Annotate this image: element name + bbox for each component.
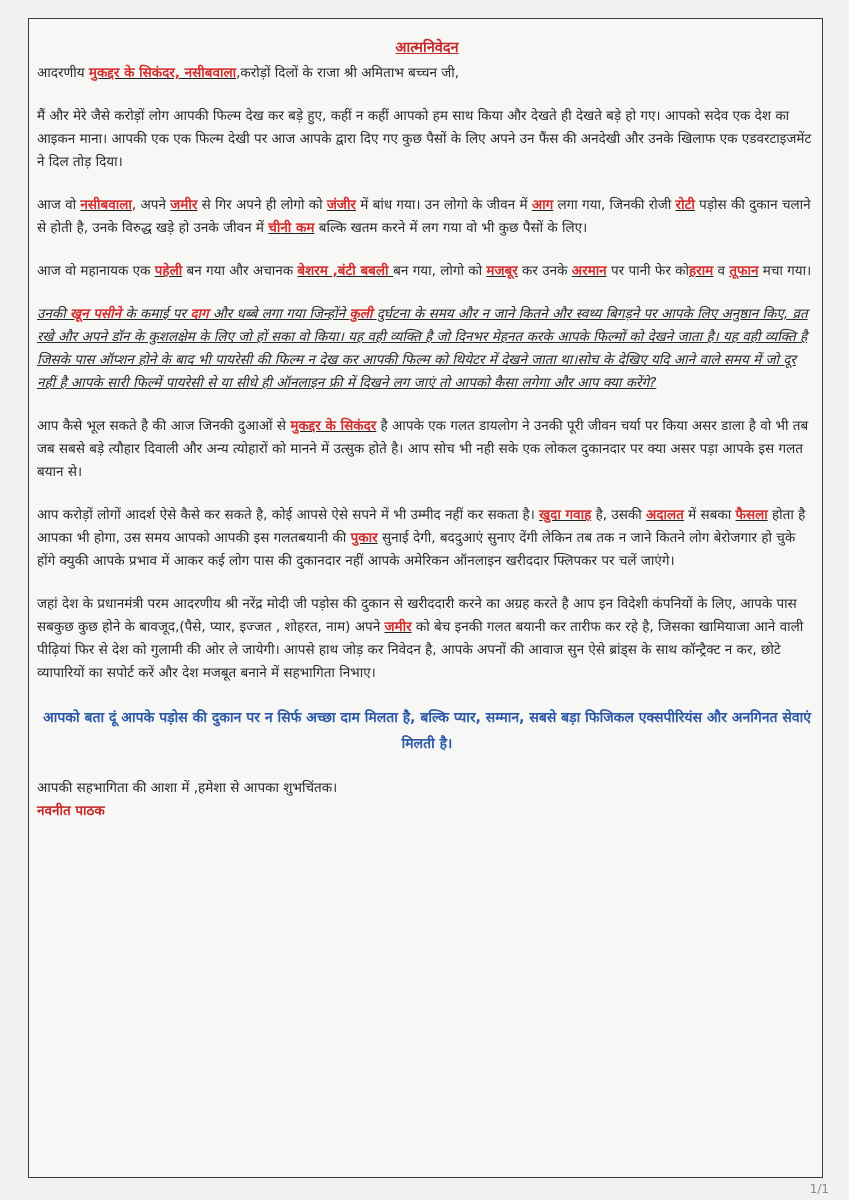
highlighted-phrase: जमीर [170,197,198,213]
text-segment: में सबका [683,507,736,523]
text-segment: बन गया, लोगो को [393,263,487,279]
text-segment: उनकी [37,306,71,322]
highlighted-phrase: फैसला [735,507,768,523]
highlighted-phrase: अदालत [646,507,684,523]
highlight-message: आपको बता दूं आपके पड़ोस की दुकान पर न सिर्फ अच्छा दाम मिलता है, बल्कि प्यार, सम्मान, सबसे बड़ा फिजिकल एक्सपीरियंस और अनगिनत सेवाएं मिलती है। [43,710,811,752]
text-segment: है, उसकी [591,507,647,523]
paragraph-2 [37,194,817,240]
text-segment: है आपके एक गलत डायलोग ने उनकी पूरी जीवन चर्या पर किया असर डाला है वो भी तब जब सबसे बड़े त्यौहार दिवाली और अन्य त्योहारों को मानने में उत्सुक होते है। आप सोच भी नही सके एक लोकल दुकानदार पर क्या असर पड़ा आपके इस गलत बयान से। [37,418,809,480]
highlighted-phrase: पहेली [154,263,183,279]
text-segment: से गिर अपने ही लोगो को [197,197,327,213]
text-segment: आज वो [37,197,81,213]
text-segment: को बेच इनकी गलत बयानी कर तारीफ कर रहे है, जिसका खामियाजा आने वाली पीढ़ियां फिर से देश को गुलामी की ओर ले जायेगी। आपसे हाथ जोड़ कर निवेदन है, आपके अपनों की आवाज सुन ऐसे ब्रांड्स के साथ कॉन्ट्रैक्ट न कर, छोटे व्यापारियों का सपोर्ट करें और देश मजबूत बनाने में सहभागिता निभाए। [37,619,804,681]
signature: नवनीत पाठक [37,803,105,819]
highlighted-phrase: अरमान [571,263,607,279]
highlighted-phrase: रोटी [675,197,695,213]
text-segment: आदरणीय [37,65,89,81]
text-segment: में बांध गया। उन लोगो के जीवन में [355,197,532,213]
text-segment: ,करोड़ों दिलों के राजा श्री अमिताभ बच्चन जी, [236,65,460,81]
highlighted-phrase: जमीर [384,619,412,635]
text-segment: आज वो महानायक एक [37,263,155,279]
text-segment: के कमाई पर [121,306,191,322]
highlighted-phrase: मुकद्दर के सिकंदर, नसीबवाला [88,65,237,81]
text-segment: , अपने [131,197,171,213]
highlighted-phrase: मुकद्दर के सिकंदर [290,418,377,434]
text-segment: और धब्बे लगा गया जिन्होंने [208,306,350,322]
highlighted-phrase: आग [531,197,554,213]
highlighted-phrase: खुदा गवाह [539,507,592,523]
highlighted-phrase: तूफान [729,263,759,279]
highlighted-phrase: चीनी कम [268,220,315,236]
text-segment: पड़ोस की दुकान चलाने से होती है, उनके विरुद्ध खड़े हो उनके जीवन में [37,197,811,236]
highlighted-phrase: जंजीर [326,197,356,213]
highlighted-phrase: खून पसीने [70,306,122,322]
text-segment: सुनाई देगी, बददुआएं सुनाए देंगी लेकिन तब तक न जाने कितने लोग बेरोजगार हो चुके होंगे क्युकी आपके प्रभाव में आकर कई लोग पास की दुकानदार नहीं आपके अमेरिकन ऑनलाइन खरीददार फ्लिपकर पर चलें जाएंगे। [37,530,796,569]
highlighted-phrase: मजबूर [486,263,518,279]
highlighted-phrase: बेशरम ,बंटी बबली [297,263,394,279]
text-segment: लगा गया, जिनकी रोजी [553,197,676,213]
highlighted-phrase: दाग [190,306,209,322]
page-title: आत्मनिवेदन [395,40,459,56]
text-segment: बल्कि खतम करने में लग गया वो भी कुछ पैसों के लिए। [314,220,588,236]
letter-body [37,37,817,823]
text-segment: बन गया और अचानक [182,263,298,279]
text-segment: आप करोड़ों लोगों आदर्श ऐसे कैसे कर सकते है, कोई आपसे ऐसे सपने में भी उम्मीद नहीं कर सकता है। [37,507,540,523]
highlighted-phrase: पुकार [350,530,378,546]
highlighted-phrase: कुली [349,306,373,322]
highlighted-phrase: नसीबवाला [80,197,132,213]
text-segment: आप कैसे भूल सकते है की आज जिनकी दुआओं से [37,418,291,434]
document-page [28,18,823,1178]
text-segment: पर पानी फेर को [606,263,689,279]
salutation [37,62,817,85]
page-number: 1/1 [809,1182,829,1196]
paragraph-3 [37,260,817,283]
paragraph-7 [37,593,817,685]
closing-line: आपकी सहभागिता की आशा में ,हमेशा से आपका शुभचिंतक। [37,780,338,796]
paragraph-5 [37,415,817,484]
text-segment: व [713,263,730,279]
text-segment: दुर्घटना के समय और न जाने कितने और स्वथ्य बिगड़ने पर आपके लिए अनुष्ठान किए, व्रत रखे और अपने डॉन के कुशलक्षेम के लिए जो हों सका वो किया। यह वही व्यक्ति है जो दिनभर मेहनत करके आपके फिल्मों को देखने जाता है। यह वही व्यक्ति है जिसके पास ऑप्शन होने के बाद भी पायरेसी की फिल्म न देख कर आपकी फिल्म को थियेटर में देखने जाता था।सोच के देखिए यदि आने वाले समय में जो दूर नहीं है आपके सारी फिल्में पायरेसी से या सीधे ही ऑनलाइन फ्री में दिखने लग जाएं तो आपको कैसा लगेगा और आप क्या करेंगे? [37,306,808,391]
paragraph-6 [37,504,817,573]
paragraph-4 [37,303,817,395]
paragraph-1: मैं और मेरे जैसे करोड़ों लोग आपकी फिल्म देख कर बड़े हुए, कहीं न कहीं आपको हम साथ किया और देखते ही देखते बड़े हो गए। आपको सदेव एक देश का आइकन माना। आपकी एक एक फिल्म देखी पर आज आपके द्वारा दिए गए कुछ पैसों के लिए अपने उन फैंस की अनदेखी और उनके खिलाफ एक एडवरटाइजमेंट ने दिल तोड़ दिया। [37,108,812,170]
text-segment: मचा गया। [758,263,812,279]
text-segment: होता है आपका भी होगा, उस समय आपको आपकी इस गलतबयानी की [37,507,806,546]
text-segment: कर उनके [517,263,572,279]
highlighted-phrase: हराम [689,263,714,279]
text-segment: जहां देश के प्रधानमंत्री परम आदरणीय श्री नरेंद्र मोदी जी पड़ोस की दुकान से खरीददारी करने का अग्रह करते है आप इन विदेशी कंपनियों के लिए, आपके पास सबकुछ कुछ होने के बावजूद,(पैसे, प्यार, इज्जत , शोहरत, नाम) अपने [37,596,797,635]
